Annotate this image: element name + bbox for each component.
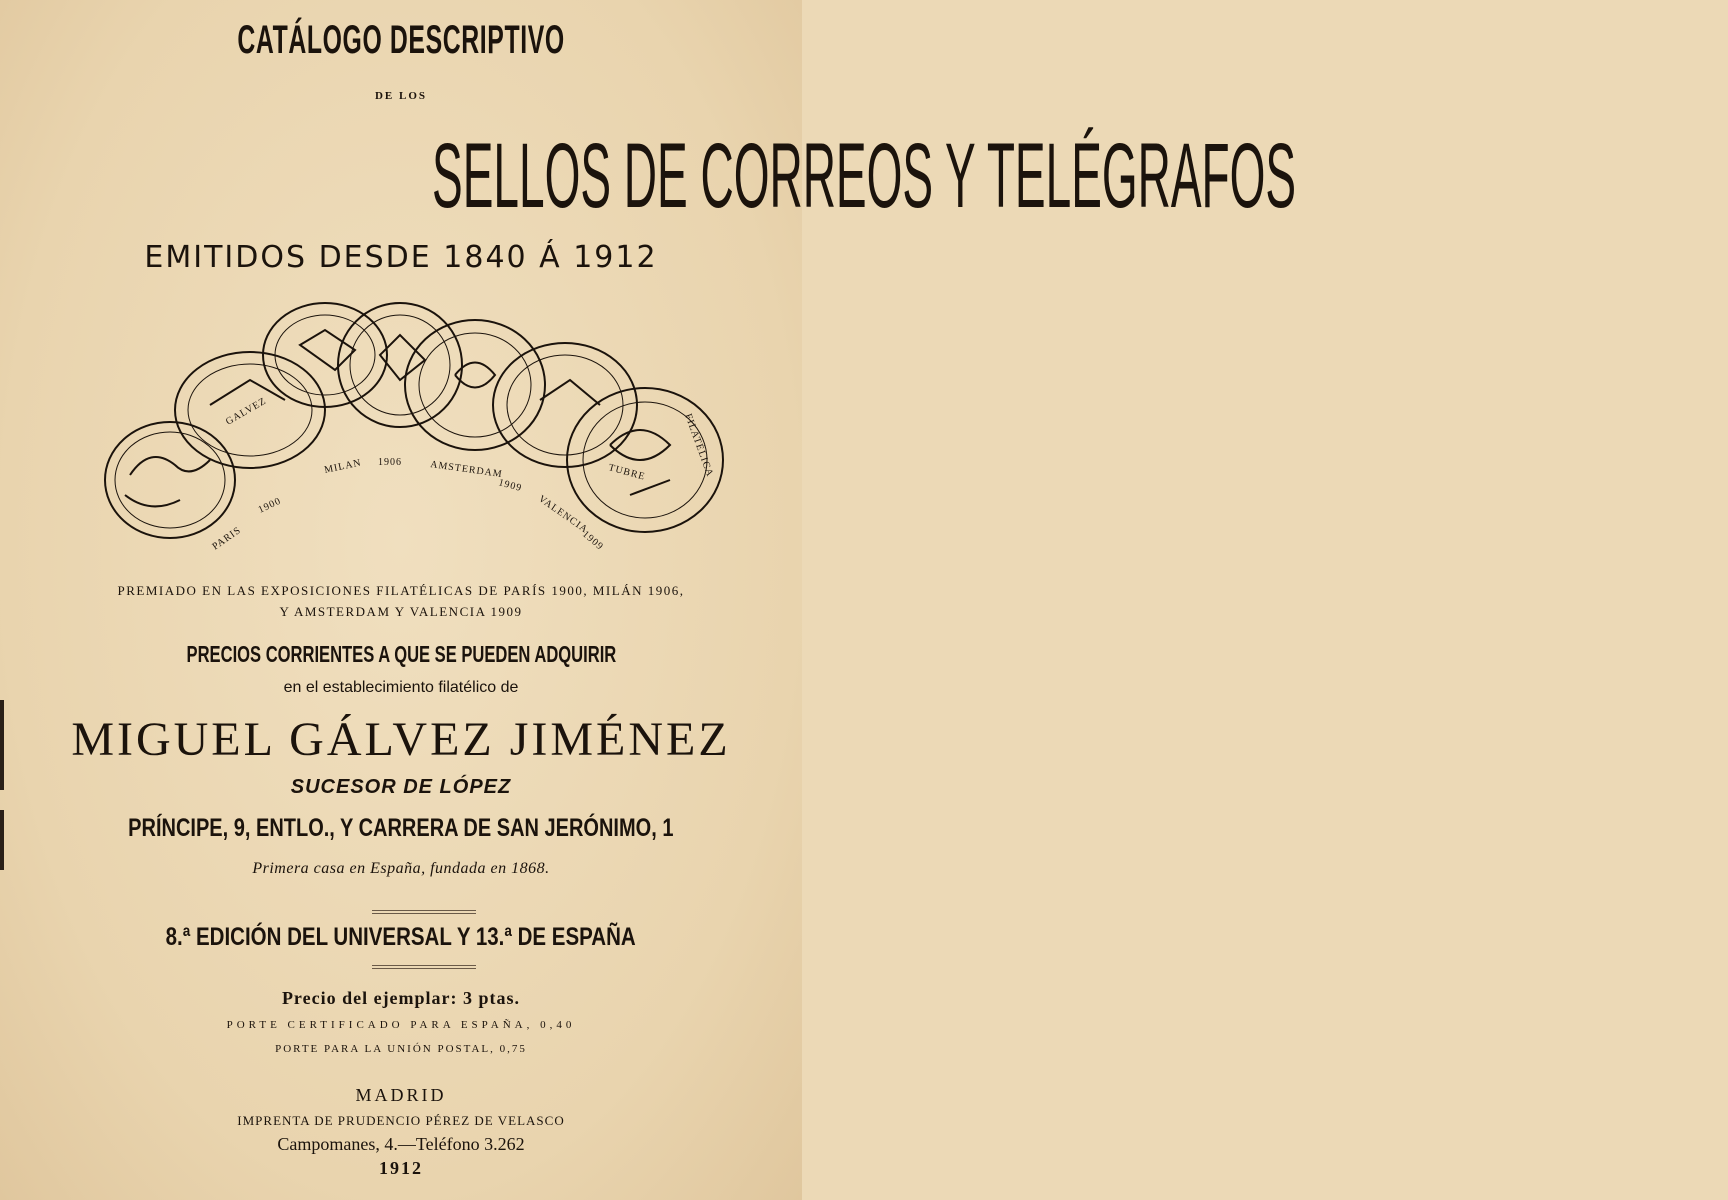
address-text: PRÍNCIPE, 9, ENTLO., Y CARRERA DE SAN JERÓNIMO, 1 <box>128 814 674 842</box>
founded-note: Primera casa en España, fundada en 1868. <box>252 860 550 877</box>
divider-top-second <box>372 913 476 914</box>
edition-text: 8.ª EDICIÓN DEL UNIVERSAL Y 13.ª DE ESPAÑA <box>165 923 637 951</box>
award-medals-illustration <box>100 295 730 555</box>
divider-bottom <box>372 965 476 966</box>
main-title-text: SELLOS DE CORREOS Y TELÉGRAFOS <box>432 125 1297 227</box>
edition-line <box>0 923 802 952</box>
establishment-text: en el establecimiento filatélico de <box>283 679 519 696</box>
medal-label-galvez: GALVEZ <box>224 395 269 428</box>
prices-heading-text: PRECIOS CORRIENTES A QUE SE PUEDEN ADQUIRIR <box>186 641 616 667</box>
publication-year: 1912 <box>379 1158 423 1178</box>
medal-label-filatelica: FILATÉLICA <box>682 412 716 479</box>
medal-label-1909a: 1909 <box>497 477 524 495</box>
medal-catalica <box>263 303 387 407</box>
catalog-title <box>0 18 802 63</box>
medal-label-milan: MILAN <box>323 457 363 476</box>
medal-amsterdam <box>405 320 545 450</box>
medal-label-amsterdam: AMSTERDAM <box>429 459 504 481</box>
medal-label-tubre: TUBRE <box>607 462 647 483</box>
medal-label-paris: PARIS <box>210 524 244 553</box>
catalog-title-text: CATÁLOGO DESCRIPTIVO <box>237 18 565 62</box>
copy-price: Precio del ejemplar: 3 ptas. <box>281 988 521 1008</box>
medal-paris <box>105 422 235 538</box>
printer: IMPRENTA DE PRUDENCIO PÉREZ DE VELASCO <box>237 1113 565 1128</box>
city: MADRID <box>355 1085 447 1105</box>
successor-text: SUCESOR DE LÓPEZ <box>290 776 512 798</box>
subtitle-dates: EMITIDOS DESDE 1840 Á 1912 <box>144 240 658 275</box>
medal-center <box>338 303 462 427</box>
medal-label-1900: 1900 <box>256 495 284 516</box>
main-title <box>0 125 1297 227</box>
printer-address-phone: Campomanes, 4.—Teléfono 3.262 <box>277 1134 525 1154</box>
postage-spain: PORTE CERTIFICADO PARA ESPAÑA, 0,40 <box>226 1019 576 1031</box>
awards-line-1: PREMIADO EN LAS EXPOSICIONES FILATÉLICAS DE PARÍS 1900, MILÁN 1906, <box>117 583 685 598</box>
binding-edge-mark-lower <box>0 810 4 870</box>
postage-postal-union: PORTE PARA LA UNIÓN POSTAL, 0,75 <box>275 1043 527 1055</box>
dealer-name: MIGUEL GÁLVEZ JIMÉNEZ <box>71 713 731 766</box>
medal-valencia <box>493 343 637 467</box>
binding-edge-mark <box>0 700 4 790</box>
awards-line-2: Y AMSTERDAM Y VALENCIA 1909 <box>279 604 523 619</box>
divider-top <box>372 910 476 911</box>
medal-label-1906: 1906 <box>378 457 402 468</box>
address <box>0 814 802 843</box>
medal-label-valencia: VALENCIA <box>536 493 590 536</box>
medal-label-1909b: 1909 <box>580 528 606 553</box>
divider-bottom-second <box>372 968 476 969</box>
title-connector: DE LOS <box>374 90 428 102</box>
prices-heading <box>0 641 802 668</box>
